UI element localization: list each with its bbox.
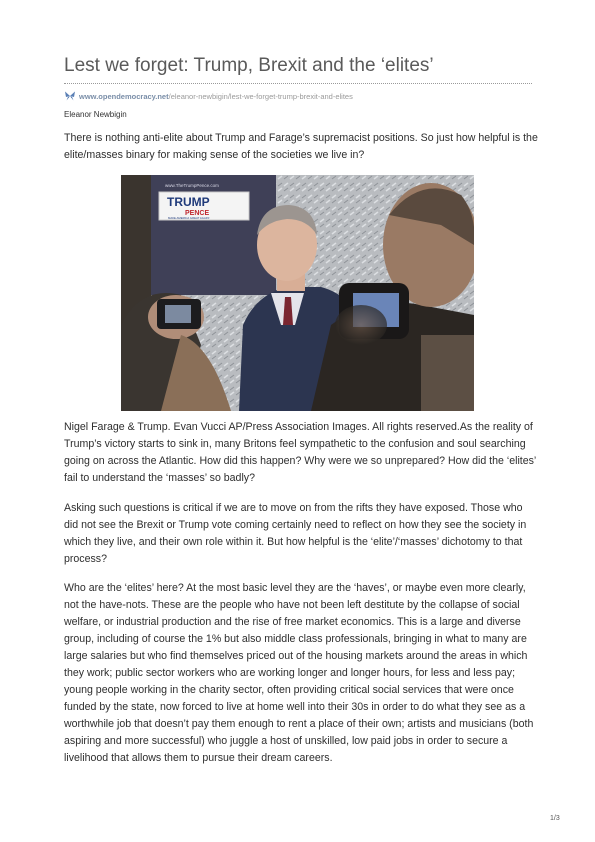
title-divider	[64, 83, 532, 84]
photo-sign-line2: PENCE	[185, 210, 210, 217]
photo-sign-line1: TRUMP	[167, 195, 210, 209]
intro-paragraph: There is nothing anti-elite about Trump and Farage’s supremacist positions. So just how helpful is the elite/masses binary for making sense of the societies we live in?	[64, 132, 538, 161]
author-name: Eleanor Newbigin	[64, 110, 127, 119]
source-link[interactable]	[64, 90, 353, 102]
page-number: 1/3	[550, 815, 560, 822]
article-title: Lest we forget: Trump, Brexit and the ‘elites’	[64, 55, 434, 76]
source-path[interactable]: /eleanor-newbigin/lest-we-forget-trump-brexit-and-elites	[168, 91, 353, 101]
photo-sign-url: www.TheTrumpPence.com	[165, 183, 219, 188]
body-paragraph-1: Nigel Farage & Trump. Evan Vucci AP/Press Association Images. All rights reserved.As the reality of Trump’s victory starts to sink in, many Britons feel sympathetic to the confusion and soul searching going on across the Atlantic. How did this happen? Why were we so unprepared? How did the ‘elites’ fail to understand the ‘masses’ so badly?	[64, 421, 536, 484]
photo-sign-line3: MAKE AMERICA GREAT AGAIN!	[168, 216, 210, 220]
source-domain[interactable]: www.opendemocracy.net	[79, 91, 169, 101]
article-photo	[121, 175, 474, 411]
body-paragraph-3: Who are the ‘elites’ here? At the most basic level they are the ‘haves’, or maybe even more clearly, not the have-nots. These are the people who have not been left destitute by the collapse of social welfare, or industrial production and the rise of free market economics. This is a large and diverse group, including of course the 1% but also middle class professionals, bringing in what to many are large salaries but who find themselves priced out of the housing markets around the areas in which they work; public sector workers who are working longer and longer hours, for less and less pay; young people working in the charity sector, often providing critical social services that were once funded by the state, now forced to live at home well into their 30s in order to do what they see as a worthwhile job that doesn’t pay them enough to rent a place of their own; artists and musicians (both aspiring and more successful) who juggle a host of unskilled, low paid jobs in order to secure a livelihood that allows them to pursue their dream careers.	[64, 582, 534, 764]
butterfly-icon	[64, 90, 76, 102]
body-paragraph-2: Asking such questions is critical if we are to move on from the rifts they have exposed. Those who did not see the Brexit or Trump vote coming certainly need to reflect on how they see the society in which they live, and their own role within it. But how helpful is the ‘elite’/‘masses’ dichotomy to that process?	[64, 502, 527, 565]
